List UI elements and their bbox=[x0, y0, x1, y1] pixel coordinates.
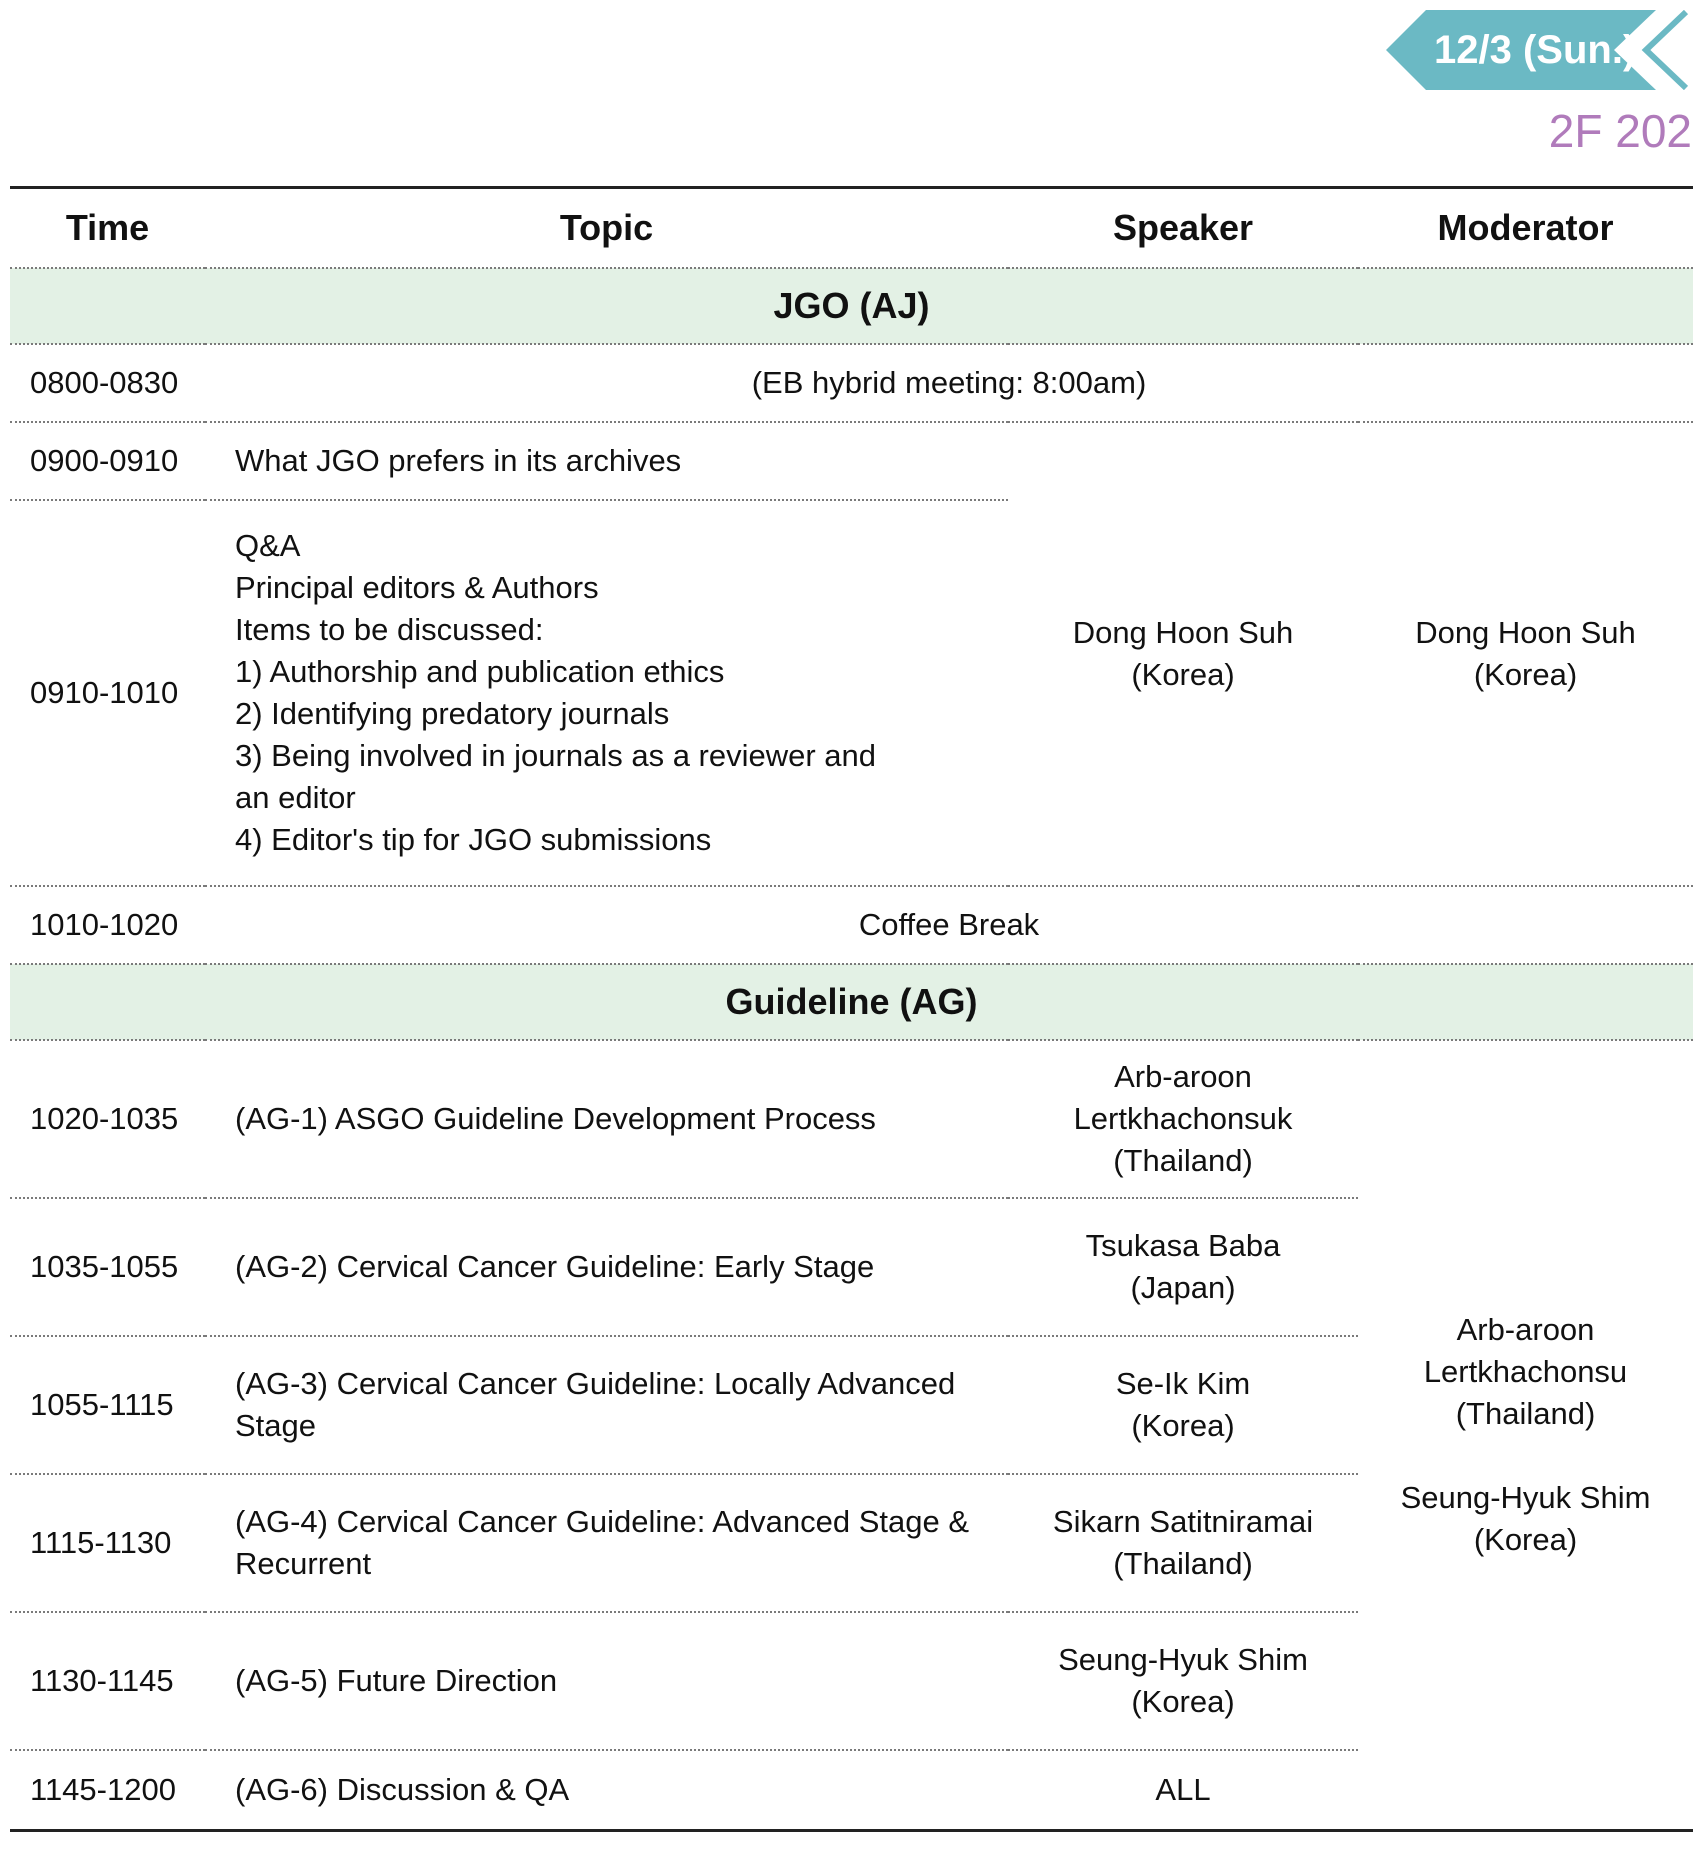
topic-line: Principal editors & Authors bbox=[235, 570, 599, 605]
moderator-country: (Korea) bbox=[1473, 657, 1578, 692]
row-speaker bbox=[1008, 1040, 1358, 1198]
schedule-table bbox=[10, 186, 1693, 1832]
speaker-line: Lertkhachonsuk bbox=[1073, 1101, 1293, 1136]
speaker-country: (Korea) bbox=[1131, 657, 1235, 692]
date-label: 12/3 (Sun.) bbox=[1434, 28, 1637, 72]
moderator-line: Arb-aroon bbox=[1456, 1311, 1595, 1347]
row-time: 1055-1115 bbox=[10, 1336, 205, 1474]
row-topic bbox=[205, 500, 1008, 886]
row-topic: (AG-6) Discussion & QA bbox=[205, 1750, 1008, 1830]
speaker-line: Arb-aroon bbox=[1114, 1059, 1252, 1094]
topic-line: Q&A bbox=[235, 528, 301, 563]
moderator-line: (Thailand) bbox=[1455, 1395, 1596, 1431]
speaker-line: Tsukasa Baba bbox=[1085, 1228, 1281, 1263]
row-speaker bbox=[1008, 422, 1358, 886]
row-time: 0900-0910 bbox=[10, 422, 205, 500]
topic-line: 4) Editor's tip for JGO submissions bbox=[235, 822, 712, 857]
row-time: 1010-1020 bbox=[10, 886, 205, 964]
section-guideline bbox=[10, 964, 1693, 1040]
speaker-line: (Japan) bbox=[1130, 1270, 1236, 1305]
row-speaker bbox=[1008, 1336, 1358, 1474]
speaker-line: (Korea) bbox=[1131, 1408, 1235, 1443]
moderator-line: Seung-Hyuk Shim bbox=[1400, 1479, 1651, 1515]
col-topic-header: Topic bbox=[205, 188, 1008, 269]
row-time: 0800-0830 bbox=[10, 344, 205, 422]
row-time: 1130-1145 bbox=[10, 1612, 205, 1750]
speaker-name: Dong Hoon Suh bbox=[1072, 615, 1294, 650]
topic-line: 2) Identifying predatory journals bbox=[235, 696, 670, 731]
speaker-line: Sikarn Satitniramai bbox=[1052, 1504, 1314, 1539]
topic-line: 1) Authorship and publication ethics bbox=[235, 654, 725, 689]
speaker-line: Seung-Hyuk Shim bbox=[1058, 1642, 1308, 1677]
row-speaker bbox=[1008, 1612, 1358, 1750]
table-row bbox=[10, 344, 1693, 422]
row-moderator bbox=[1358, 1040, 1693, 1830]
row-topic: (AG-1) ASGO Guideline Development Process bbox=[205, 1040, 1008, 1198]
table-row bbox=[10, 1040, 1693, 1198]
speaker-line: (Thailand) bbox=[1113, 1546, 1253, 1581]
row-time: 1020-1035 bbox=[10, 1040, 205, 1198]
row-time: 0910-1010 bbox=[10, 500, 205, 886]
row-speaker bbox=[1008, 1198, 1358, 1336]
row-note: Coffee Break bbox=[205, 886, 1693, 964]
section-title: JGO (AJ) bbox=[10, 268, 1693, 344]
moderator-spacer bbox=[1358, 1435, 1693, 1477]
row-topic: (AG-3) Cervical Cancer Guideline: Locally Advanced Stage bbox=[205, 1336, 1008, 1474]
header-row bbox=[10, 188, 1693, 269]
speaker-line: (Thailand) bbox=[1113, 1143, 1253, 1178]
table-row bbox=[10, 422, 1693, 500]
table-row bbox=[10, 886, 1693, 964]
row-topic: (AG-2) Cervical Cancer Guideline: Early Stage bbox=[205, 1198, 1008, 1336]
row-topic: (AG-4) Cervical Cancer Guideline: Advanced Stage & Recurrent bbox=[205, 1474, 1008, 1612]
row-speaker: ALL bbox=[1008, 1750, 1358, 1830]
row-topic: What JGO prefers in its archives bbox=[205, 422, 1008, 500]
row-note: (EB hybrid meeting: 8:00am) bbox=[205, 344, 1693, 422]
date-tab bbox=[1386, 10, 1692, 90]
row-time: 1035-1055 bbox=[10, 1198, 205, 1336]
col-speaker-header: Speaker bbox=[1008, 188, 1358, 269]
topic-line: Items to be discussed: bbox=[235, 612, 544, 647]
room-label: 2F 202 bbox=[1548, 105, 1692, 157]
col-time-header: Time bbox=[10, 188, 205, 269]
section-jgo bbox=[10, 268, 1693, 344]
moderator-line: Lertkhachonsu bbox=[1423, 1353, 1628, 1389]
row-speaker bbox=[1008, 1474, 1358, 1612]
col-moderator-header: Moderator bbox=[1358, 188, 1693, 269]
speaker-line: (Korea) bbox=[1131, 1684, 1235, 1719]
speaker-line: Se-Ik Kim bbox=[1115, 1366, 1251, 1401]
topic-line: 3) Being involved in journals as a reviewer and an editor bbox=[235, 738, 877, 815]
row-time: 1145-1200 bbox=[10, 1750, 205, 1830]
moderator-line: (Korea) bbox=[1473, 1521, 1578, 1557]
row-moderator bbox=[1358, 422, 1693, 886]
moderator-name: Dong Hoon Suh bbox=[1415, 615, 1636, 650]
section-title: Guideline (AG) bbox=[10, 964, 1693, 1040]
row-time: 1115-1130 bbox=[10, 1474, 205, 1612]
row-topic: (AG-5) Future Direction bbox=[205, 1612, 1008, 1750]
